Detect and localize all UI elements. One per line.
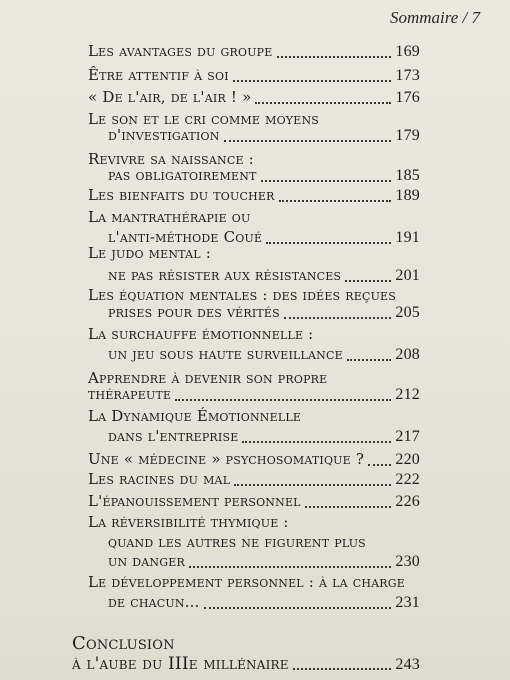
toc-entry-text: Apprendre à devenir son propre xyxy=(88,369,328,387)
toc-entry-text: dans l'entreprise xyxy=(108,427,239,445)
toc-entry-text: ne pas résister aux résistances xyxy=(108,266,342,284)
toc-line xyxy=(88,42,420,64)
leader-dots xyxy=(347,359,392,361)
conclusion-page-number: 243 xyxy=(395,656,420,673)
toc-entry-text: La réversibilité thymique : xyxy=(88,513,289,531)
leader-dots xyxy=(284,317,391,319)
toc-entry-text: Le judo mental : xyxy=(88,244,211,262)
toc-page-number: 230 xyxy=(395,553,420,570)
toc-entry-text: thérapeute xyxy=(88,385,172,403)
toc-line xyxy=(88,573,420,595)
leader-dots xyxy=(277,56,392,58)
toc-line xyxy=(88,303,420,325)
toc-line xyxy=(88,166,420,188)
toc-page-number: 217 xyxy=(395,428,420,445)
toc-entry-text: Le développement personnel : à la charge xyxy=(88,573,405,591)
toc-entry-text: Être attentif à soi xyxy=(88,66,229,84)
toc-line xyxy=(88,325,420,347)
toc-line xyxy=(88,266,420,288)
toc-page-number: 179 xyxy=(395,127,420,144)
leader-dots xyxy=(261,180,392,182)
toc-page-number: 201 xyxy=(395,267,420,284)
toc-page-number: 173 xyxy=(395,67,420,84)
toc-entry-text: Revivre sa naissance : xyxy=(88,150,254,168)
toc-line xyxy=(88,345,420,367)
toc-page-number: 222 xyxy=(395,471,420,488)
leader-dots xyxy=(204,607,392,609)
toc-entry-text: Les avantages du groupe xyxy=(88,42,273,60)
toc-page-number: 205 xyxy=(395,304,420,321)
conclusion-subtitle: à l'aube du IIIe millénaire xyxy=(72,654,289,674)
toc-line xyxy=(88,126,420,148)
leader-dots xyxy=(305,506,392,508)
toc-page-number: 220 xyxy=(395,451,420,468)
conclusion-heading xyxy=(72,633,420,655)
toc-page-number: 185 xyxy=(395,167,420,184)
running-header xyxy=(390,8,480,28)
toc-entry-text: La mantrathérapie ou xyxy=(88,208,251,226)
toc-entry-text: La Dynamique Émotionnelle xyxy=(88,407,302,425)
toc-line xyxy=(88,244,420,266)
toc-entry-text: de chacun... xyxy=(108,593,200,611)
leader-dots xyxy=(233,80,392,82)
toc-page-number: 189 xyxy=(395,187,420,204)
leader-dots xyxy=(175,399,391,401)
toc-entry-text: La surchauffe émotionnelle : xyxy=(88,325,314,343)
toc-entry-text: prises pour des vérités xyxy=(108,303,280,321)
toc-entry-text: l'anti-méthode Coué xyxy=(108,228,263,246)
running-title: Sommaire xyxy=(389,8,459,27)
header-page-number: / 7 xyxy=(462,8,480,27)
leader-dots xyxy=(242,441,391,443)
toc-entry-text: Une « médecine » psychosomatique ? xyxy=(88,450,365,468)
toc-entry-text: Les bienfaits du toucher xyxy=(88,186,275,204)
toc-line xyxy=(88,513,420,535)
toc-line xyxy=(88,450,420,472)
toc-entry-text: Les racines du mal xyxy=(88,470,231,488)
toc-entry-text: un danger xyxy=(108,552,185,570)
toc-entry-text: Le son et le cri comme moyens xyxy=(88,110,320,128)
leader-dots xyxy=(368,464,391,466)
toc-page-number: 212 xyxy=(395,386,420,403)
toc-line xyxy=(88,552,420,574)
toc-page-number: 191 xyxy=(395,229,420,246)
toc-entry-text: d'investigation xyxy=(108,126,220,144)
toc-page-number: 169 xyxy=(395,43,420,60)
toc-line xyxy=(88,208,420,230)
conclusion-heading-text: Conclusion xyxy=(72,633,175,654)
toc-entry-text: pas obligatoirement xyxy=(108,166,257,184)
leader-dots xyxy=(279,200,392,202)
toc-page-number: 176 xyxy=(395,89,420,106)
toc-line xyxy=(88,407,420,429)
toc-line xyxy=(88,470,420,492)
leader-dots xyxy=(189,566,391,568)
toc-page-number: 208 xyxy=(395,346,420,363)
toc-page-number: 226 xyxy=(395,493,420,510)
toc-entry-text: « De l'air, de l'air ! » xyxy=(88,88,252,106)
toc-line xyxy=(88,186,420,208)
conclusion-subtitle-line xyxy=(72,654,420,676)
leader-dots xyxy=(293,668,392,670)
toc-entry-text: L'épanouissement personnel xyxy=(88,492,301,510)
toc-line xyxy=(88,88,420,110)
leader-dots xyxy=(224,140,392,142)
toc-line xyxy=(88,593,420,615)
toc-line xyxy=(88,427,420,449)
toc-page-number: 231 xyxy=(395,594,420,611)
toc-entry-text: un jeu sous haute surveillance xyxy=(108,345,343,363)
leader-dots xyxy=(234,484,391,486)
toc-entry-text: quand les autres ne figurent plus xyxy=(108,533,366,551)
leader-dots xyxy=(345,280,391,282)
toc-line xyxy=(88,385,420,407)
toc-line xyxy=(88,66,420,88)
toc-line xyxy=(88,492,420,514)
leader-dots xyxy=(255,102,391,104)
toc-entry-text: Les équation mentales : des idées reçues xyxy=(88,286,397,304)
